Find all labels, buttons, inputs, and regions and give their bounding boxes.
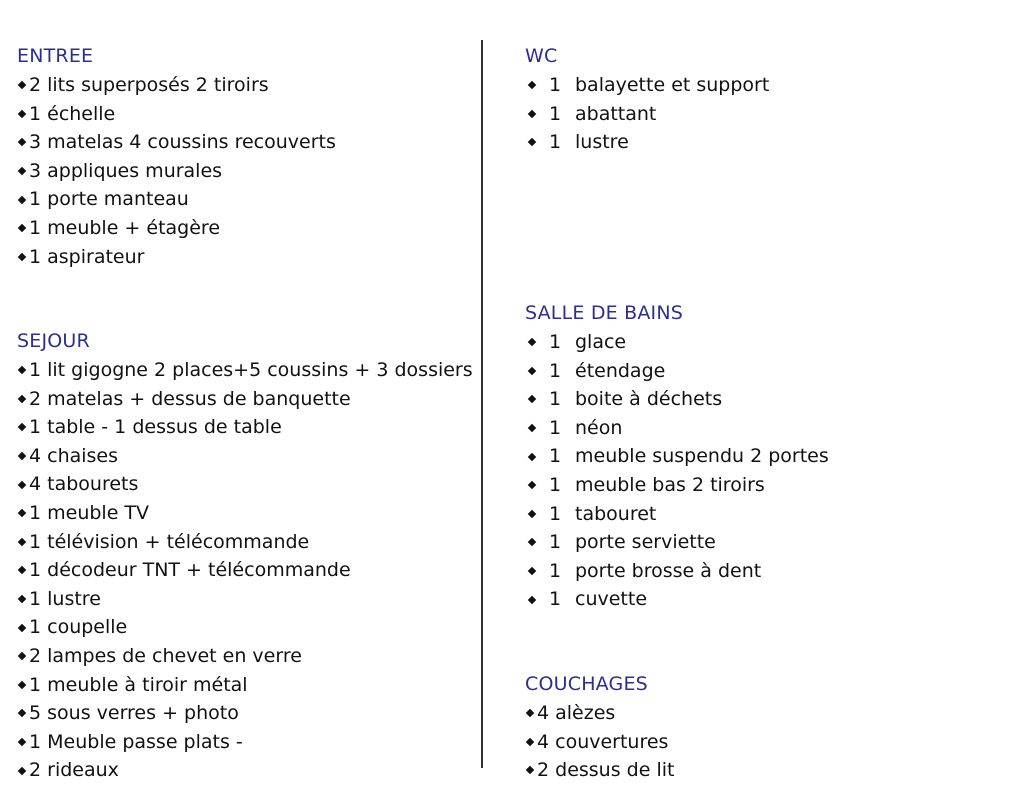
list-item bbox=[525, 71, 769, 100]
list-item bbox=[525, 756, 674, 785]
list-item-label: porte brosse à dent bbox=[575, 559, 762, 582]
list-item bbox=[17, 356, 473, 385]
list-item-label: 1 porte manteau bbox=[29, 188, 189, 211]
list-wc bbox=[525, 71, 769, 157]
list-item-label: 4 alèzes bbox=[537, 702, 616, 724]
bullet-icon bbox=[528, 538, 536, 546]
list-item bbox=[525, 328, 829, 357]
list-item bbox=[17, 699, 473, 728]
bullet-icon bbox=[528, 567, 536, 575]
list-item-label: 1 télévision + télécommande bbox=[29, 530, 310, 553]
list-item-label: 4 chaises bbox=[29, 444, 119, 467]
list-item bbox=[17, 385, 473, 414]
bullet-icon bbox=[528, 338, 536, 346]
list-item-label: 1 décodeur TNT + télécommande bbox=[29, 559, 351, 582]
list-couchages bbox=[525, 699, 674, 785]
list-item-quantity: 1 bbox=[549, 531, 562, 554]
list-item-label: 1 lustre bbox=[29, 587, 101, 610]
list-item bbox=[17, 128, 336, 157]
list-item bbox=[525, 414, 829, 443]
list-item-label: 2 dessus de lit bbox=[537, 759, 675, 782]
list-item bbox=[17, 642, 473, 671]
list-item-quantity: 1 bbox=[549, 102, 562, 125]
list-item-label: meuble suspendu 2 portes bbox=[575, 445, 829, 468]
list-item bbox=[525, 728, 674, 757]
list-item bbox=[525, 100, 769, 129]
list-item bbox=[525, 128, 769, 157]
list-item bbox=[17, 499, 473, 528]
bullet-icon bbox=[18, 452, 26, 460]
bullet-icon bbox=[526, 766, 534, 774]
list-item-label: 4 couvertures bbox=[537, 730, 669, 753]
list-item bbox=[17, 157, 336, 186]
bullet-icon bbox=[18, 224, 26, 232]
list-item-label: 1 meuble + étagère bbox=[29, 216, 221, 239]
list-item bbox=[525, 699, 674, 728]
list-item bbox=[525, 357, 829, 386]
list-item-label: porte serviette bbox=[575, 531, 716, 554]
bullet-icon bbox=[528, 395, 536, 403]
bullet-icon bbox=[18, 423, 26, 431]
list-item-label: étendage bbox=[575, 359, 666, 382]
list-item bbox=[525, 528, 829, 557]
list-item-quantity: 1 bbox=[549, 559, 562, 582]
list-item-quantity: 1 bbox=[549, 588, 562, 611]
bullet-icon bbox=[528, 110, 536, 118]
list-item bbox=[525, 500, 829, 529]
section-title-entree: ENTREE bbox=[17, 45, 94, 67]
list-item bbox=[525, 557, 829, 586]
list-item bbox=[17, 556, 473, 585]
list-item-label: 2 matelas + dessus de banquette bbox=[29, 387, 351, 410]
bullet-icon bbox=[18, 652, 26, 660]
section-wc bbox=[525, 42, 769, 157]
bullet-icon bbox=[18, 395, 26, 403]
bullet-icon bbox=[528, 595, 536, 603]
list-item-label: glace bbox=[575, 331, 627, 353]
section-title-couchages: COUCHAGES bbox=[525, 673, 648, 695]
list-item-label: boite à déchets bbox=[575, 388, 723, 411]
bullet-icon bbox=[528, 81, 536, 89]
list-item bbox=[17, 71, 336, 100]
list-item bbox=[525, 385, 829, 414]
bullet-icon bbox=[526, 738, 534, 746]
list-item-label: néon bbox=[575, 416, 623, 439]
bullet-icon bbox=[526, 709, 534, 717]
list-item-label: balayette et support bbox=[575, 74, 770, 96]
list-item bbox=[17, 214, 336, 243]
bullet-icon bbox=[18, 167, 26, 175]
list-item-label: 2 rideaux bbox=[29, 759, 119, 782]
list-item-quantity: 1 bbox=[549, 359, 562, 382]
list-item bbox=[17, 728, 473, 757]
bullet-icon bbox=[18, 366, 26, 374]
list-item bbox=[17, 585, 473, 614]
list-item-label: lustre bbox=[575, 131, 629, 154]
list-sejour bbox=[17, 356, 473, 785]
list-item-label: tabouret bbox=[575, 502, 657, 525]
list-item-quantity: 1 bbox=[549, 473, 562, 496]
section-entree bbox=[17, 42, 336, 271]
list-salle-de-bains bbox=[525, 328, 829, 614]
list-item-label: 1 lit gigogne 2 places+5 coussins + 3 dossiers bbox=[29, 359, 473, 381]
bullet-icon bbox=[528, 510, 536, 518]
bullet-icon bbox=[528, 367, 536, 375]
list-entree bbox=[17, 71, 336, 271]
bullet-icon bbox=[18, 253, 26, 261]
list-item-label: 3 matelas 4 coussins recouverts bbox=[29, 131, 336, 154]
bullet-icon bbox=[18, 566, 26, 574]
list-item-quantity: 1 bbox=[549, 131, 562, 154]
list-item-quantity: 1 bbox=[549, 445, 562, 468]
bullet-icon bbox=[18, 681, 26, 689]
list-item-label: 1 aspirateur bbox=[29, 245, 145, 268]
section-sejour bbox=[17, 327, 473, 785]
list-item bbox=[17, 413, 473, 442]
bullet-icon bbox=[18, 110, 26, 118]
list-item-label: 5 sous verres + photo bbox=[29, 702, 239, 725]
list-item-label: abattant bbox=[575, 102, 657, 125]
bullet-icon bbox=[528, 424, 536, 432]
list-item bbox=[525, 585, 829, 614]
bullet-icon bbox=[18, 623, 26, 631]
bullet-icon bbox=[528, 138, 536, 146]
list-item-label: 1 coupelle bbox=[29, 616, 128, 639]
bullet-icon bbox=[18, 195, 26, 203]
list-item-label: 1 table - 1 dessus de table bbox=[29, 416, 282, 439]
bullet-icon bbox=[18, 766, 26, 774]
list-item-label: 1 Meuble passe plats - bbox=[29, 730, 243, 753]
list-item-quantity: 1 bbox=[549, 502, 562, 525]
list-item bbox=[17, 756, 473, 785]
section-salle-de-bains bbox=[525, 299, 829, 614]
list-item bbox=[525, 442, 829, 471]
list-item-label: 1 meuble TV bbox=[29, 501, 150, 524]
bullet-icon bbox=[528, 452, 536, 460]
list-item-label: meuble bas 2 tiroirs bbox=[575, 473, 765, 496]
list-item bbox=[17, 528, 473, 557]
bullet-icon bbox=[18, 538, 26, 546]
bullet-icon bbox=[18, 738, 26, 746]
list-item-label: 2 lits superposés 2 tiroirs bbox=[29, 74, 269, 96]
section-title-salle-de-bains: SALLE DE BAINS bbox=[525, 302, 684, 324]
list-item-quantity: 1 bbox=[549, 416, 562, 439]
section-title-sejour: SEJOUR bbox=[17, 330, 90, 352]
bullet-icon bbox=[18, 480, 26, 488]
list-item bbox=[17, 671, 473, 700]
list-item bbox=[525, 471, 829, 500]
list-item bbox=[17, 243, 336, 272]
bullet-icon bbox=[18, 709, 26, 717]
bullet-icon bbox=[528, 481, 536, 489]
section-couchages bbox=[525, 670, 674, 785]
list-item bbox=[17, 613, 473, 642]
list-item-quantity: 1 bbox=[549, 74, 562, 96]
list-item-label: 3 appliques murales bbox=[29, 159, 223, 182]
list-item-quantity: 1 bbox=[549, 388, 562, 411]
list-item-label: 2 lampes de chevet en verre bbox=[29, 644, 302, 667]
bullet-icon bbox=[18, 138, 26, 146]
list-item-quantity: 1 bbox=[549, 331, 562, 353]
bullet-icon bbox=[18, 595, 26, 603]
list-item bbox=[17, 100, 336, 129]
list-item bbox=[17, 470, 473, 499]
column-divider bbox=[481, 40, 483, 768]
list-item-label: cuvette bbox=[575, 588, 648, 611]
list-item bbox=[17, 442, 473, 471]
list-item-label: 1 échelle bbox=[29, 102, 116, 125]
list-item bbox=[17, 185, 336, 214]
bullet-icon bbox=[18, 509, 26, 517]
section-title-wc: WC bbox=[525, 45, 558, 67]
list-item-label: 1 meuble à tiroir métal bbox=[29, 673, 248, 696]
list-item-label: 4 tabourets bbox=[29, 473, 139, 496]
bullet-icon bbox=[18, 81, 26, 89]
